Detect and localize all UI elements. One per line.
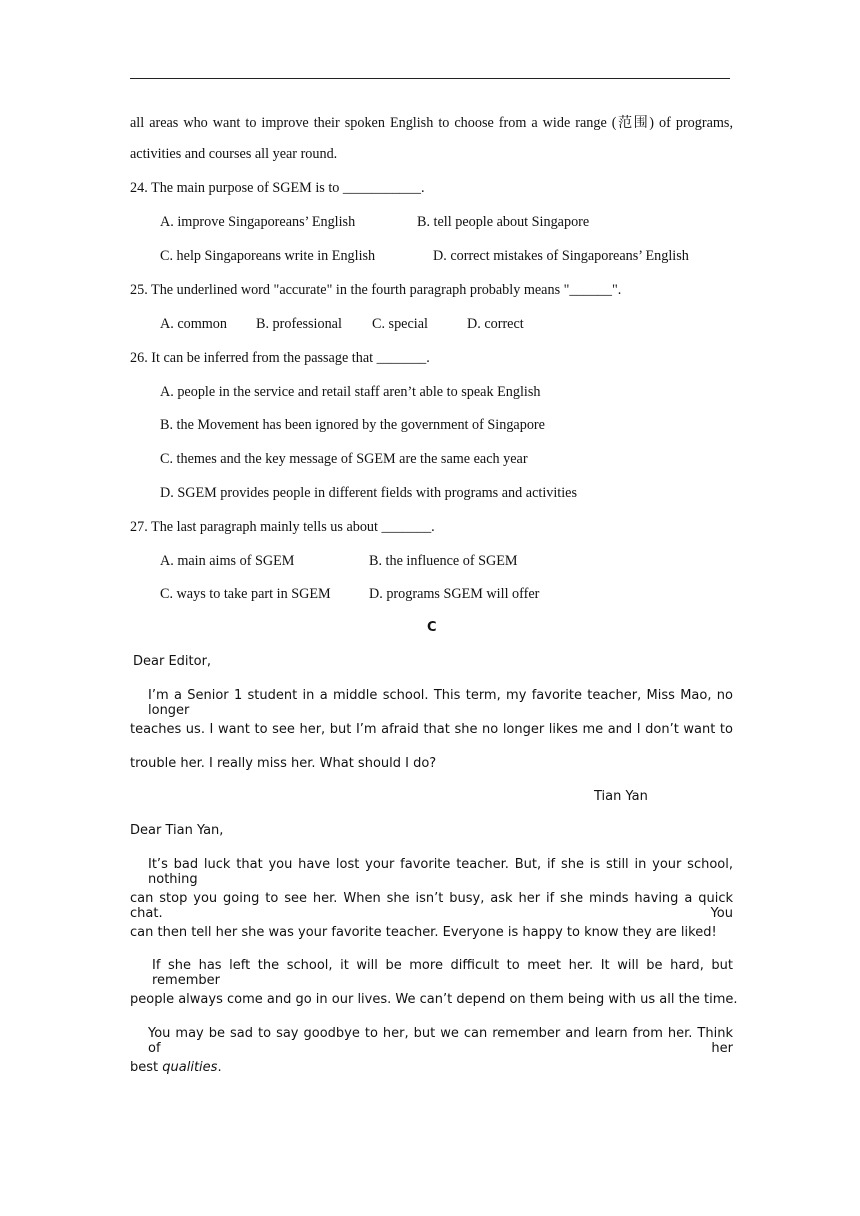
question-26-option-a: A. people in the service and retail staff aren’t able to speak English [160, 384, 541, 400]
header-rule [130, 78, 730, 79]
letter-text-line: I’m a Senior 1 student in a middle school. This term, my favorite teacher, Miss Mao, no longer [148, 688, 733, 718]
question-26-option-b: B. the Movement has been ignored by the government of Singapore [160, 417, 545, 433]
reply-text-line: It’s bad luck that you have lost your favorite teacher. But, if she is still in your school, nothing [148, 857, 733, 887]
question-26-stem: 26. It can be inferred from the passage that _______. [130, 350, 430, 366]
reply-text-suffix: . [217, 1060, 222, 1075]
question-24-stem: 24. The main purpose of SGEM is to ___________. [130, 180, 425, 196]
question-27-option-c: C. ways to take part in SGEM [160, 586, 331, 602]
reply-text-prefix: best [130, 1060, 163, 1075]
letter-signature: Tian Yan [594, 789, 648, 804]
letter-salutation: Dear Editor, [133, 654, 212, 669]
letter-text-line: teaches us. I want to see her, but I’m afraid that she no longer likes me and I don’t want to [130, 722, 733, 737]
reply-text-line: can then tell her she was your favorite teacher. Everyone is happy to know they are liked! [130, 925, 717, 940]
question-25-stem: 25. The underlined word "accurate" in the fourth paragraph probably means "______". [130, 282, 622, 298]
question-24-option-b: B. tell people about Singapore [417, 214, 590, 230]
question-27-option-d: D. programs SGEM will offer [369, 586, 540, 602]
letter-text-line: trouble her. I really miss her. What should I do? [130, 756, 437, 771]
question-25-option-a: A. common [160, 316, 227, 332]
reply-text-line: You may be sad to say goodbye to her, but we can remember and learn from her. Think of her [148, 1026, 733, 1056]
question-27-option-a: A. main aims of SGEM [160, 553, 295, 569]
reply-text-line: If she has left the school, it will be more difficult to meet her. It will be hard, but remember [152, 958, 733, 988]
reply-text-line-last [130, 1060, 222, 1075]
reply-text-line: can stop you going to see her. When she isn’t busy, ask her if she minds having a quick chat. You [130, 891, 733, 921]
question-25-option-c: C. special [372, 316, 428, 332]
passage-text-line: activities and courses all year round. [130, 146, 338, 162]
question-25-option-b: B. professional [256, 316, 342, 332]
question-26-option-d: D. SGEM provides people in different fields with programs and activities [160, 485, 578, 501]
question-24-option-d: D. correct mistakes of Singaporeans’ English [433, 248, 689, 264]
italic-word: qualities [162, 1060, 218, 1075]
passage-text-line: all areas who want to improve their spoken English to choose from a wide range (范围) of programs, [130, 115, 733, 131]
question-27-stem: 27. The last paragraph mainly tells us about _______. [130, 519, 435, 535]
question-27-option-b: B. the influence of SGEM [369, 553, 518, 569]
question-25-option-d: D. correct [467, 316, 524, 332]
reply-salutation: Dear Tian Yan, [130, 823, 224, 838]
question-24-option-c: C. help Singaporeans write in English [160, 248, 376, 264]
question-26-option-c: C. themes and the key message of SGEM are the same each year [160, 451, 528, 467]
reply-text-line: people always come and go in our lives. We can’t depend on them being with us all the time. [130, 992, 738, 1007]
section-heading: C [427, 620, 437, 635]
question-24-option-a: A. improve Singaporeans’ English [160, 214, 356, 230]
